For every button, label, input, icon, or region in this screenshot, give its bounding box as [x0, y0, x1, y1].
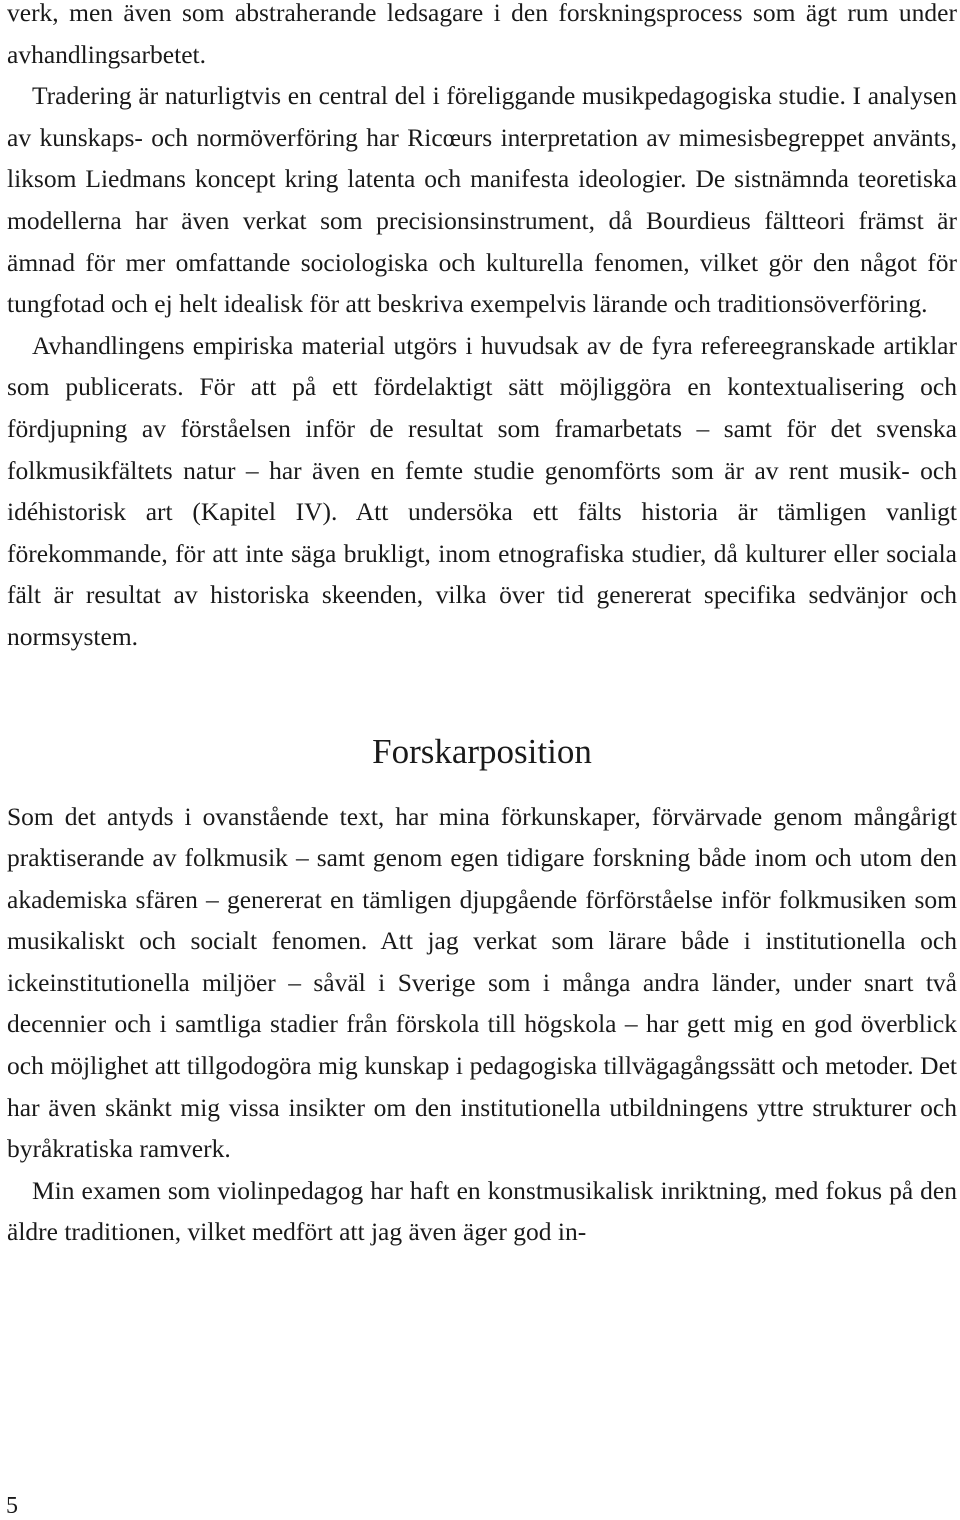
section-heading: Forskarposition [372, 731, 592, 771]
paragraph-researcher-position: Som det antyds i ovanstående text, har mina förkunskaper, förvärvade genom mångårigt praktiserande av folkmusik – samt genom egen tidigare forskning både inom och utom den akademiska sfären – genererat en tämligen djupgående förförståelse inför folkmusiken som musikaliskt och socialt fenomen. Att jag verkat som lärare både i institutionella och ickeinstitutionella miljöer – såväl i Sverige som i många andra länder, under snart två decennier och i samtliga stadier från förskola till högskola – har gett mig en god överblick och möjlighet att tillgodogöra mig kunskap i pedagogiska tillvägagångssätt och metoder. Det har även skänkt mig vissa insikter om den institutionella utbildningens yttre strukturer och byråkratiska ramverk. [7, 801, 957, 1164]
paragraph-continuation: verk, men även som abstraherande ledsagare i den forskningsprocess som ägt rum under avhandlingsarbetet. [7, 0, 957, 69]
paragraph-empirical-material: Avhandlingens empiriska material utgörs i huvudsak av de fyra refereegranskade artiklar som publicerats. För att på ett fördelaktigt sätt möjliggöra en kontextualisering och fördjupning av förståelsen inför de resultat som framarbetats – samt för det svenska folkmusikfältets natur – har även en femte studie genomförts som är av rent musik- och idéhistorisk art (Kapitel IV). Att undersöka ett fälts historia är tämligen vanligt förekommande, för att inte säga brukligt, inom etnografiska studier, då kulturer eller sociala fält är resultat av historiska skeenden, vilka över tid genererat specifika sedvänjor och normsystem. [7, 330, 957, 651]
document-page [7, 0, 957, 1253]
paragraph-violin-exam: Min examen som violinpedagog har haft en konstmusikalisk inriktning, med fokus på den äldre traditionen, vilket medfört att jag även äger god in- [7, 1175, 957, 1247]
paragraph-tradering: Tradering är naturligtvis en central del i föreliggande musikpedagogiska studie. I analysen av kunskaps- och normöverföring har Ricœurs interpretation av mimesisbegreppet använts, liksom Liedmans koncept kring latenta och manifesta ideologier. De sistnämnda teoretiska modellerna har även verkat som precisionsinstrument, då Bourdieus fältteori främst är ämnad för mer omfattande sociologiska och kulturella fenomen, vilket gör den något för tungfotad och ej helt idealisk för att beskriva exempelvis lärande och traditionsöverföring. [7, 81, 957, 319]
page-number: 5 [6, 1493, 18, 1519]
